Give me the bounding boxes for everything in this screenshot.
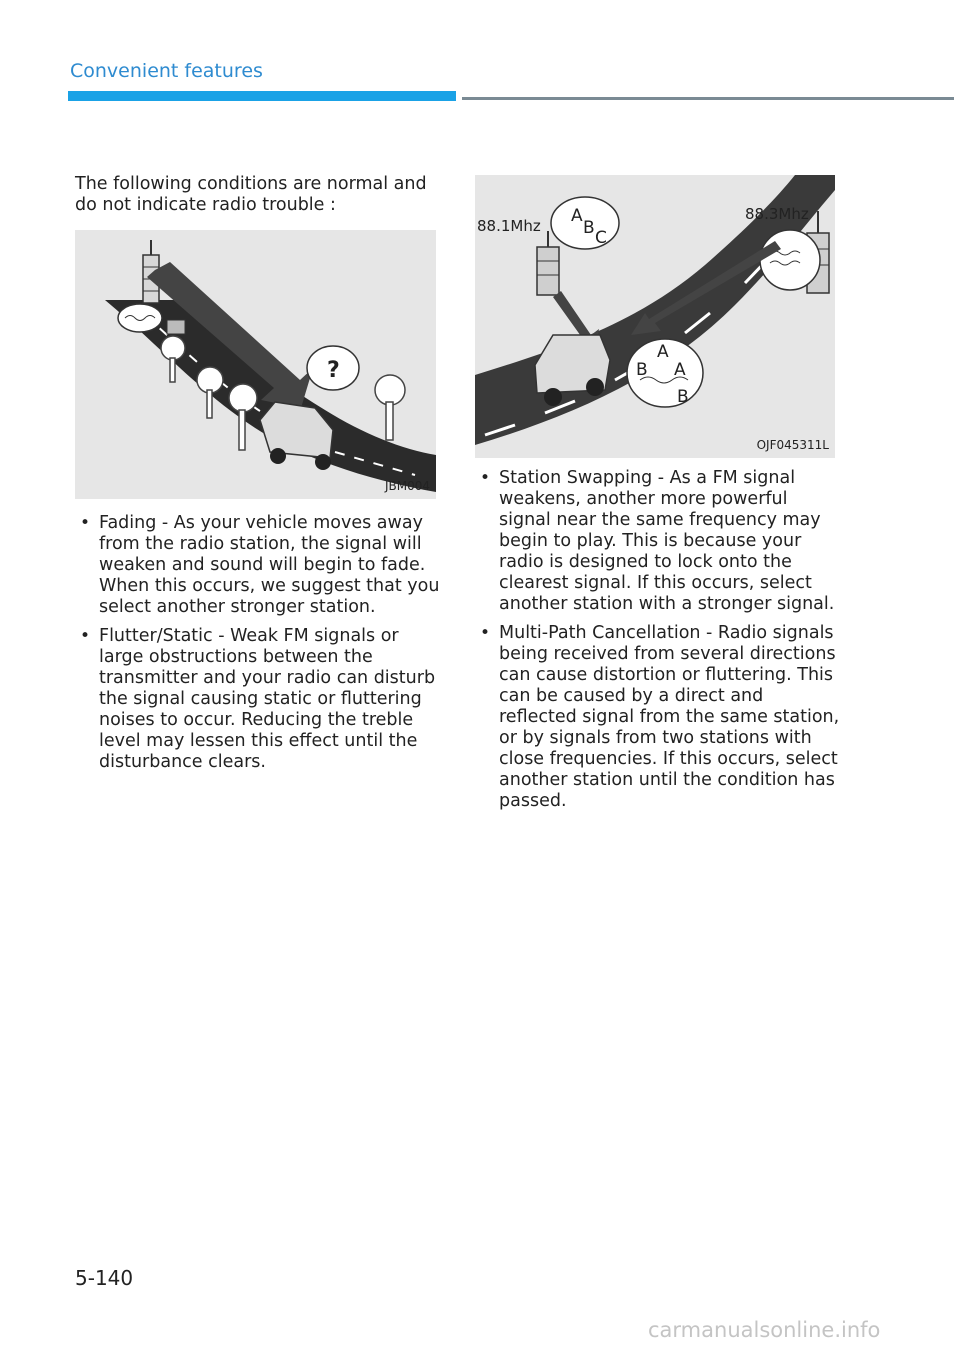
- car-bubble-letter-3: A: [674, 360, 686, 380]
- question-mark: ?: [327, 358, 340, 383]
- right-column: [475, 175, 840, 820]
- figure-code: OJF045311L: [756, 438, 829, 452]
- intro-text: The following conditions are normal and do not indicate radio trouble :: [75, 174, 427, 215]
- radio-tower-left-icon: [537, 231, 559, 295]
- bubble-letter-a: A: [571, 206, 583, 226]
- left-bullet-list: [75, 513, 440, 773]
- sound-bubble-right-icon: [760, 230, 820, 290]
- frequency-left-label: 88.1Mhz: [477, 217, 541, 235]
- bullet-flutter-static: • Flutter/Static - Weak FM signals or large obstructions between the transmitter and your radio can disturb the signal causing static or fluttering noises to occur. Reducing the treble level may lessen this effect until the disturbance clears.: [75, 626, 440, 773]
- car-bubble-letter-2: B: [636, 360, 648, 380]
- header-accent-rule: [68, 91, 456, 101]
- header-divider-rule: [462, 97, 954, 100]
- figure-code: JBM004: [384, 479, 430, 493]
- page-number: 5-140: [75, 1266, 134, 1290]
- bullet-station-swapping: • Station Swapping - As a FM signal weakens, another more powerful signal near the same frequency may begin to play. This is because your radio is designed to lock onto the clearest signal. If this occurs, select another station with a stronger signal.: [475, 468, 840, 615]
- left-column: [75, 174, 440, 781]
- fading-figure: [75, 230, 436, 499]
- watermark: carmanualsonline.info: [648, 1318, 881, 1342]
- fading-illustration: [75, 230, 436, 499]
- bullet-multi-path: • Multi-Path Cancellation - Radio signals being received from several directions can cause distortion or fluttering. This can be caused by a direct and reflected signal from the same station, or by signals from two stations with close frequencies. If this occurs, select another station until the condition has passed.: [475, 623, 840, 812]
- station-swap-figure: [475, 175, 835, 458]
- station-swap-illustration: [475, 175, 835, 458]
- right-bullet-list: [475, 468, 840, 812]
- bullet-fading: • Fading - As your vehicle moves away from the radio station, the signal will weaken and sound will begin to fade. When this occurs, we suggest that you select another stronger station.: [75, 513, 440, 618]
- bubble-letter-c: C: [595, 228, 607, 248]
- car-bubble-letter-4: B: [677, 387, 689, 407]
- car-bubble-letter-1: A: [657, 342, 669, 362]
- bubble-letter-b: B: [583, 218, 595, 238]
- frequency-right-label: 88.3Mhz: [745, 205, 809, 223]
- section-title: Convenient features: [70, 60, 263, 82]
- sound-bubble-icon: [118, 304, 162, 332]
